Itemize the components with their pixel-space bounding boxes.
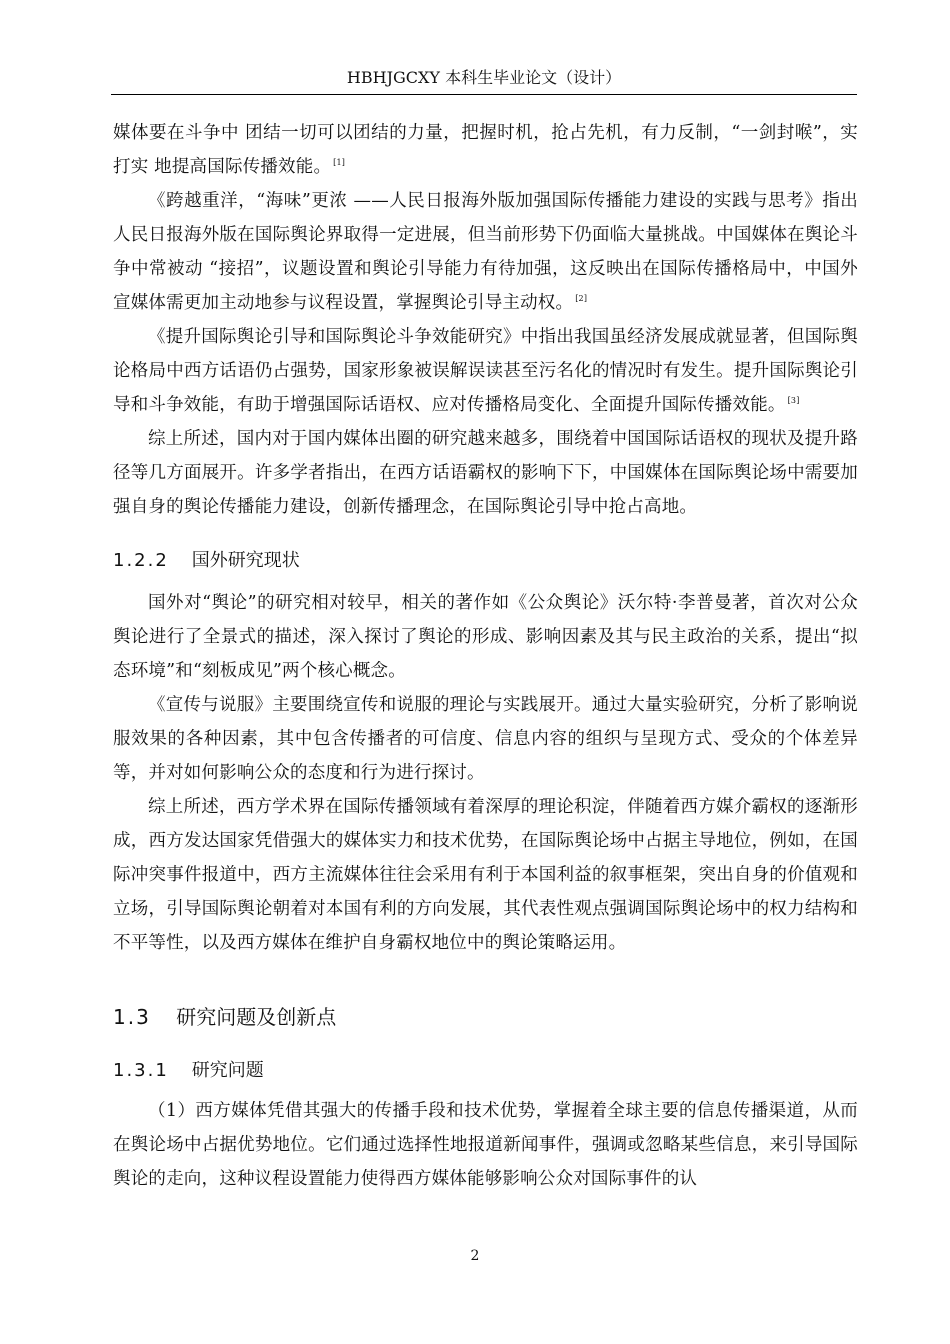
heading-number: 1.3.1 xyxy=(113,1060,169,1081)
paragraph-5: 国外对“舆论”的研究相对较早，相关的著作如《公众舆论》沃尔特·李普曼著，首次对公众舆论进行了全景式的描述，深入探讨了舆论的形成、影响因素及其与民主政治的关系，提出“拟态环境”和“刻板成见”两个核心概念。 xyxy=(113,593,858,681)
paragraph-6: 《宣传与说服》主要围绕宣传和说服的理论与实践展开。通过大量实验研究，分析了影响说服效果的各种因素，其中包含传播者的可信度、信息内容的组织与呈现方式、受众的个体差异等，并对如何影响公众的态度和行为进行探讨。 xyxy=(113,695,858,783)
citation-1: [1] xyxy=(333,158,346,167)
paragraph-1-text: 媒体要在斗争中 团结一切可以团结的力量，把握时机，抢占先机，有力反制，“一剑封喉”，实打实 地提高国际传播效能。 xyxy=(113,123,858,177)
paragraph-7: 综上所述，西方学术界在国际传播领域有着深厚的理论积淀，伴随着西方媒介霸权的逐渐形成，西方发达国家凭借强大的媒体实力和技术优势，在国际舆论场中占据主导地位，例如，在国际冲突事件报道中，西方主流媒体往往会采用有利于本国利益的叙事框架，突出自身的价值观和立场，引导国际舆论朝着对本国有利的方向发展，其代表性观点强调国际舆论场中的权力结构和不平等性，以及西方媒体在维护自身霸权地位中的舆论策略运用。 xyxy=(113,797,858,953)
heading-number: 1.2.2 xyxy=(113,550,169,571)
heading-text: 研究问题 xyxy=(191,1060,264,1081)
heading-1-3-1 xyxy=(113,1056,858,1086)
page-header xyxy=(111,67,857,95)
heading-text: 研究问题及创新点 xyxy=(176,1005,337,1029)
paragraph-3 xyxy=(113,320,858,422)
paragraph-8: （1）西方媒体凭借其强大的传播手段和技术优势，掌握着全球主要的信息传播渠道，从而在舆论场中占据优势地位。它们通过选择性地报道新闻事件，强调或忽略某些信息，来引导国际舆论的走向，这种议程设置能力使得西方媒体能够影响公众对国际事件的认 xyxy=(113,1101,858,1189)
citation-3: [3] xyxy=(787,396,800,405)
paragraph-3-text: 《提升国际舆论引导和国际舆论斗争效能研究》中指出我国虽经济发展成就显著，但国际舆论格局中西方话语仍占强势，国家形象被误解误读甚至污名化的情况时有发生。提升国际舆论引导和斗争效能，有助于增强国际话语权、应对传播格局变化、全面提升国际传播效能。 xyxy=(113,327,858,415)
paragraph-2 xyxy=(113,184,858,320)
heading-1-3 xyxy=(113,1002,858,1032)
heading-text: 国外研究现状 xyxy=(191,550,300,571)
paragraph-4: 综上所述，国内对于国内媒体出圈的研究越来越多，围绕着中国国际话语权的现状及提升路径等几方面展开。许多学者指出，在西方话语霸权的影响下下，中国媒体在国际舆论场中需要加强自身的舆论传播能力建设，创新传播理念，在国际舆论引导中抢占高地。 xyxy=(113,429,858,517)
paragraph-1 xyxy=(113,116,858,184)
heading-number: 1.3 xyxy=(113,1005,151,1029)
page-content xyxy=(113,116,858,1196)
page-number: 2 xyxy=(470,1248,480,1264)
heading-1-2-2 xyxy=(113,546,858,576)
paragraph-2-text: 《跨越重洋，“海味”更浓 ——人民日报海外版加强国际传播能力建设的实践与思考》指出人民日报海外版在国际舆论界取得一定进展，但当前形势下仍面临大量挑战。中国媒体在舆论斗争中常被动 “接招”，议题设置和舆论引导能力有待加强，这反映出在国际传播格局中，中国外宣媒体需更加主动地参与议程设置，掌握舆论引导主动权。 xyxy=(113,191,858,313)
header-title: HBHJGCXY 本科生毕业论文（设计） xyxy=(346,68,622,87)
citation-2: [2] xyxy=(575,294,588,303)
